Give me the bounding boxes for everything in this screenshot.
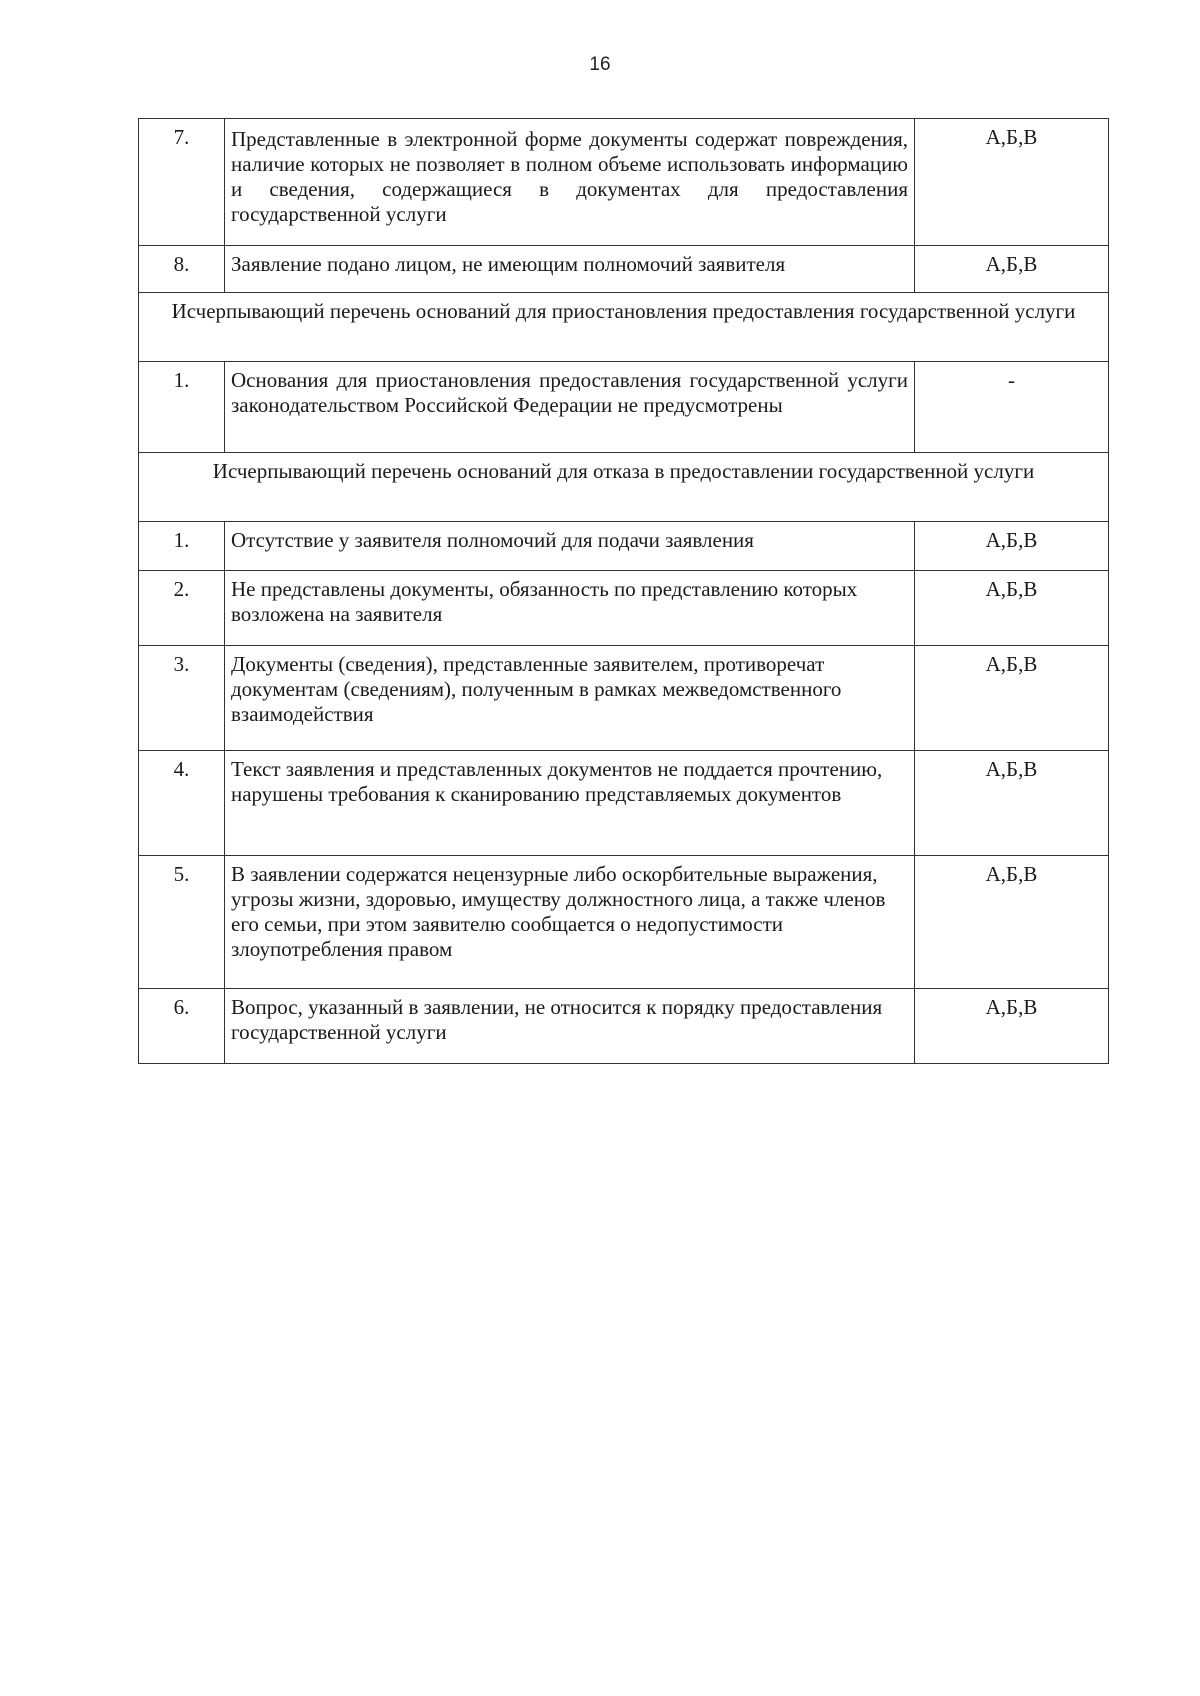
- row-number: 2.: [139, 571, 225, 646]
- row-text: Отсутствие у заявителя полномочий для подачи заявления: [225, 522, 915, 571]
- row-text: Документы (сведения), представленные заявителем, противоречат документам (сведениям), полученным в рамках межведомственного взаимодействия: [225, 646, 915, 751]
- row-code: А,Б,В: [915, 751, 1109, 856]
- table-row: [139, 362, 1109, 453]
- table-row: [139, 571, 1109, 646]
- row-number: 8.: [139, 246, 225, 293]
- table-row: [139, 246, 1109, 293]
- table-row: [139, 646, 1109, 751]
- table-row: [139, 856, 1109, 989]
- row-code: А,Б,В: [915, 119, 1109, 246]
- row-number: 6.: [139, 989, 225, 1064]
- row-code: -: [915, 362, 1109, 453]
- table-row: [139, 119, 1109, 246]
- row-number: 4.: [139, 751, 225, 856]
- row-number: 3.: [139, 646, 225, 751]
- row-text: Не представлены документы, обязанность по представлению которых возложена на заявителя: [225, 571, 915, 646]
- section-header-row: [139, 453, 1109, 522]
- suspension-section-heading: Исчерпывающий перечень оснований для приостановления предоставления государственной услуги: [139, 293, 1109, 362]
- row-code: А,Б,В: [915, 646, 1109, 751]
- row-code: А,Б,В: [915, 246, 1109, 293]
- row-code: А,Б,В: [915, 522, 1109, 571]
- row-text: Заявление подано лицом, не имеющим полномочий заявителя: [225, 246, 915, 293]
- row-text: Текст заявления и представленных документов не поддается прочтению, нарушены требования к сканированию представляемых документов: [225, 751, 915, 856]
- row-code: А,Б,В: [915, 856, 1109, 989]
- row-text: Основания для приостановления предоставления государственной услуги законодательством Российской Федерации не предусмотрены: [225, 362, 915, 453]
- row-code: А,Б,В: [915, 989, 1109, 1064]
- table-row: [139, 989, 1109, 1064]
- row-number: 1.: [139, 362, 225, 453]
- table-row: [139, 522, 1109, 571]
- grounds-table: [138, 118, 1109, 1064]
- row-number: 7.: [139, 119, 225, 246]
- row-text: В заявлении содержатся нецензурные либо оскорбительные выражения, угрозы жизни, здоровью, имуществу должностного лица, а также членов его семьи, при этом заявителю сообщается о недопустимости злоупотребления правом: [225, 856, 915, 989]
- row-number: 1.: [139, 522, 225, 571]
- row-code: А,Б,В: [915, 571, 1109, 646]
- table-row: [139, 751, 1109, 856]
- page-number: 16: [589, 54, 611, 75]
- row-text: Вопрос, указанный в заявлении, не относится к порядку предоставления государственной услуги: [225, 989, 915, 1064]
- section-header-row: [139, 293, 1109, 362]
- row-number: 5.: [139, 856, 225, 989]
- row-text: Представленные в электронной форме документы содержат повреждения, наличие которых не позволяет в полном объеме использовать информацию и сведения, содержащиеся в документах для предоставления государственной услуги: [225, 119, 915, 246]
- refusal-section-heading: Исчерпывающий перечень оснований для отказа в предоставлении государственной услуги: [139, 453, 1109, 522]
